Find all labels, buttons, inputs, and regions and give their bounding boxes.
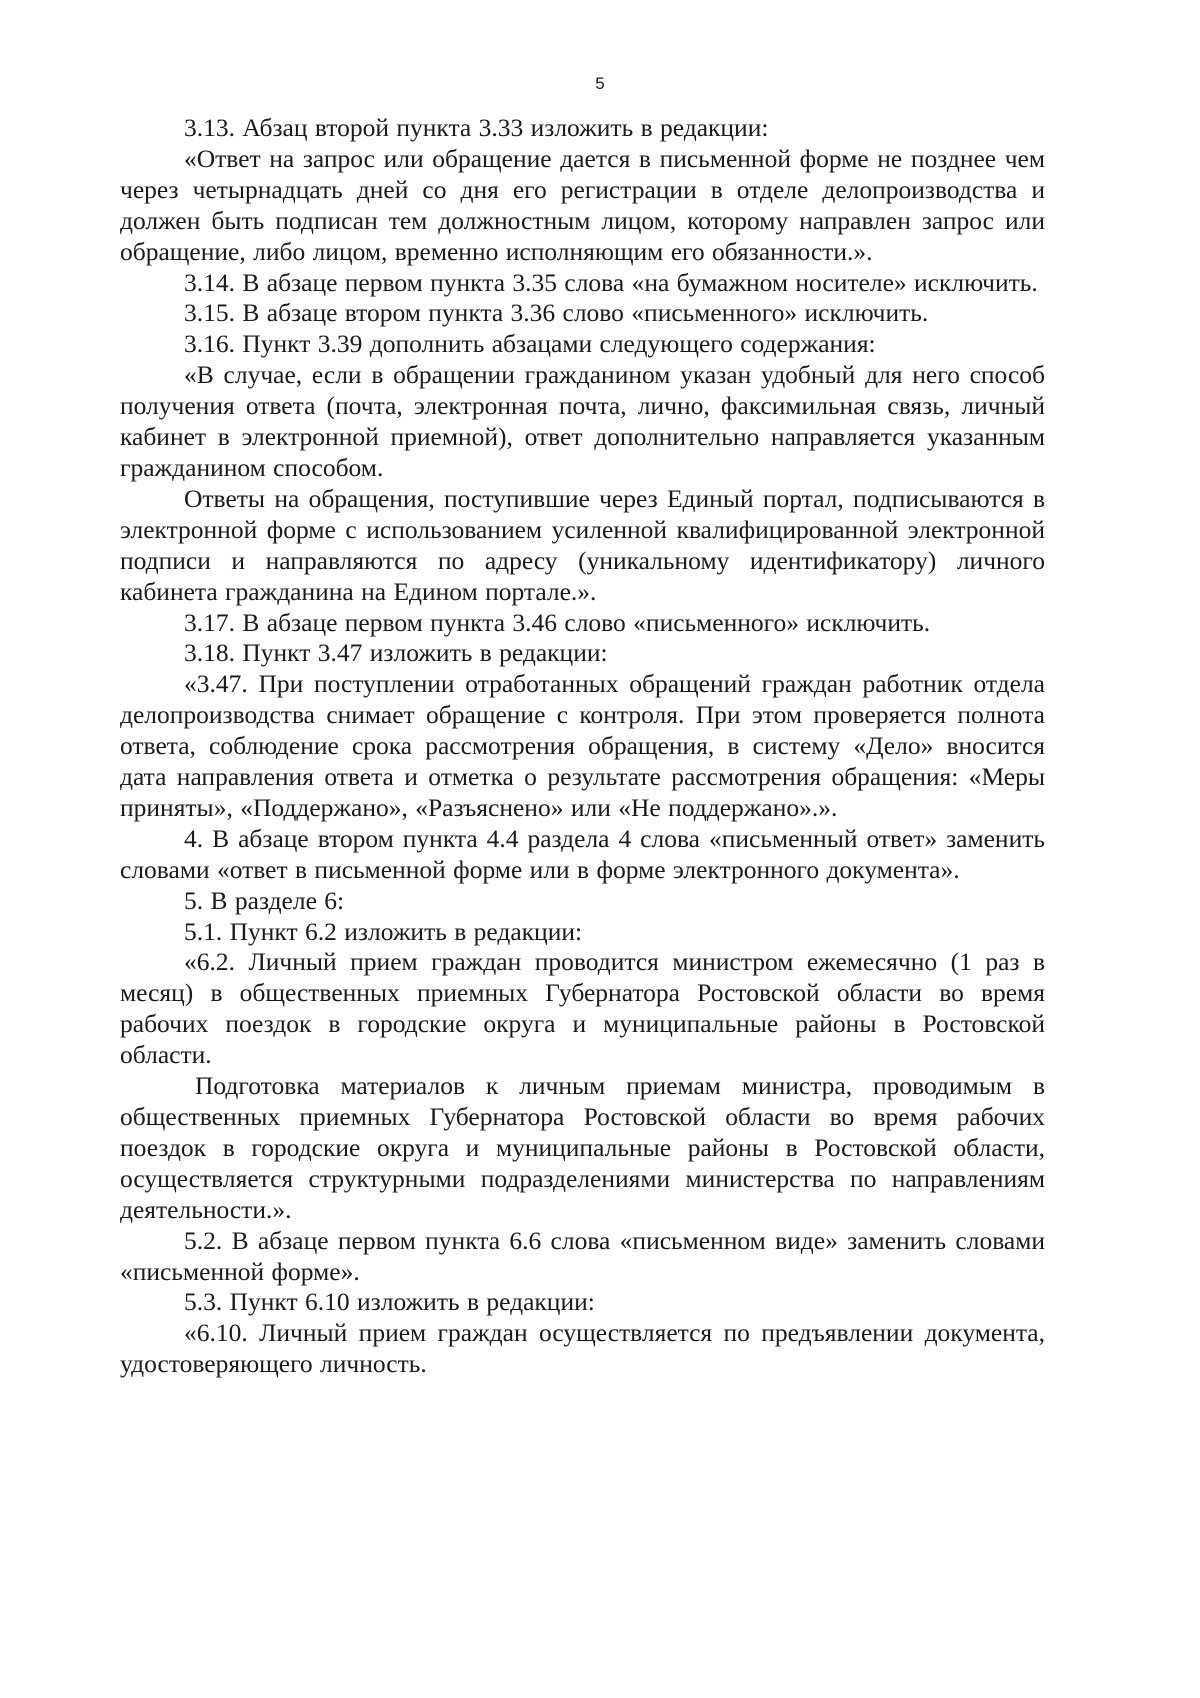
paragraph: 4. В абзаце втором пункта 4.4 раздела 4 слова «письменный ответ» заменить словами «ответ в письменной форме или в форме электронного документа».: [120, 823, 1045, 884]
paragraph: 3.16. Пункт 3.39 дополнить абзацами следующего содержания:: [184, 329, 876, 359]
document-body: [120, 113, 1045, 1380]
paragraph: 3.18. Пункт 3.47 изложить в редакции:: [184, 638, 608, 668]
paragraph: 3.13. Абзац второй пункта 3.33 изложить в редакции:: [184, 113, 769, 142]
paragraph: 3.15. В абзаце втором пункта 3.36 слово «письменного» исключить.: [184, 298, 929, 328]
paragraph: «3.47. При поступлении отработанных обращений граждан работник отдела делопроизводства снимает обращение с контроля. При этом проверяется полнота ответа, соблюдение срока рассмотрения обращения, в систему «Дело» вносится дата направления ответа и отметка о результате рассмотрения обращения: «Меры приняты», «Поддержано», «Разъяснено» или «Не поддержано».».: [120, 669, 1045, 822]
paragraph: 3.17. В абзаце первом пункта 3.46 слово «письменного» исключить.: [184, 607, 931, 637]
paragraph: 5. В разделе 6:: [184, 885, 345, 915]
paragraph: «Ответ на запрос или обращение дается в письменной форме не позднее чем через четырнадцать дней со дня его регистрации в отделе делопроизводства и должен быть подписан тем должностным лицом, которому направлен запрос или обращение, либо лицом, временно исполняющим его обязанности.».: [120, 143, 1045, 266]
paragraph: Подготовка материалов к личным приемам министра, проводимым в общественных приемных Губернатора Ростовской области во время рабочих поездок в городские округа и муниципальные районы в Ростовской области, осуществляется структурными подразделениями министерства по направлениям деятельности.».: [120, 1071, 1045, 1224]
paragraph: 3.14. В абзаце первом пункта 3.35 слова «на бумажном носителе» исключить.: [184, 267, 1038, 297]
paragraph: 5.3. Пункт 6.10 изложить в редакции:: [184, 1287, 595, 1317]
paragraph: «6.10. Личный прием граждан осуществляется по предъявлении документа, удостоверяющего личность.: [120, 1318, 1045, 1379]
paragraph: 5.2. В абзаце первом пункта 6.6 слова «письменном виде» заменить словами «письменной форме».: [120, 1225, 1045, 1286]
page-number: 5: [595, 74, 605, 93]
paragraph: «В случае, если в обращении гражданином указан удобный для него способ получения ответа (почта, электронная почта, лично, факсимильная связь, личный кабинет в электронной приемной), ответ дополнительно направляется указанным гражданином способом.: [120, 360, 1045, 482]
paragraph: Ответы на обращения, поступившие через Единый портал, подписываются в электронной форме с использованием усиленной квалифицированной электронной подписи и направляются по адресу (уникальному идентификатору) личного кабинета гражданина на Едином портале.».: [120, 483, 1045, 606]
paragraph: «6.2. Личный прием граждан проводится министром ежемесячно (1 раз в месяц) в общественных приемных Губернатора Ростовской области во время рабочих поездок в городские округа и муниципальные районы в Ростовской области.: [120, 947, 1045, 1070]
paragraph: 5.1. Пункт 6.2 изложить в редакции:: [184, 916, 583, 946]
